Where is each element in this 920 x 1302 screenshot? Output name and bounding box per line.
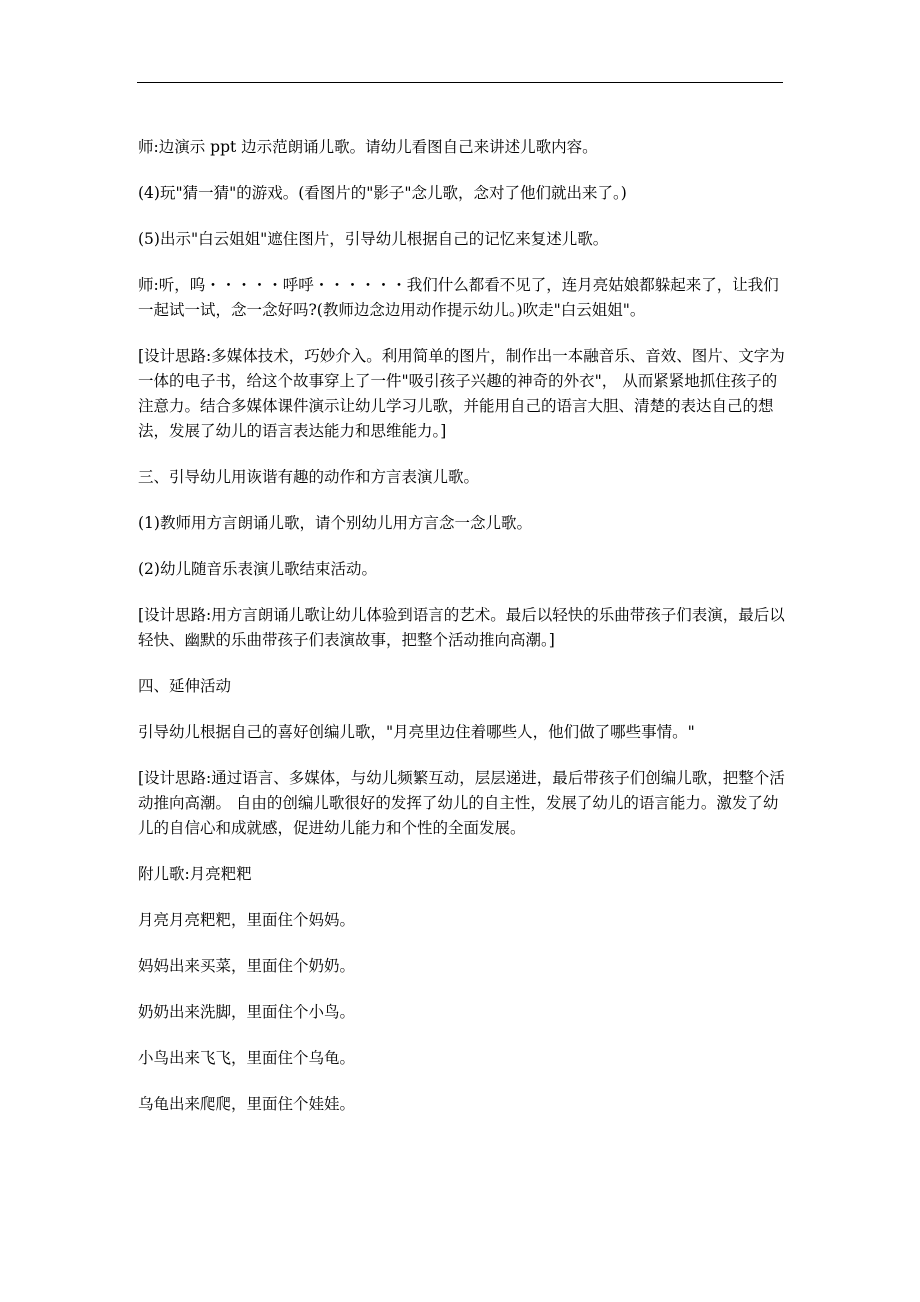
paragraph-design-idea-3: [设计思路:通过语言、多媒体，与幼儿频繁互动，层层递进，最后带孩子们创编儿歌，把整个活动推向高潮。 自由的创编儿歌很好的发挥了幼儿的自主性，发展了幼儿的语言能力。激发了幼儿的自信心和成就感，促进幼儿能力和个性的全面发展。 <box>138 769 785 837</box>
rhyme-line: 月亮月亮粑粑，里面住个妈妈。 <box>138 911 356 929</box>
rhyme-line: 乌龟出来爬爬，里面住个娃娃。 <box>138 1095 356 1113</box>
paragraph-white-cloud: (5)出示"白云姐姐"遮住图片，引导幼儿根据自己的记忆来复述儿歌。 <box>138 230 609 248</box>
section-heading-three: 三、引导幼儿用诙谐有趣的动作和方言表演儿歌。 <box>138 468 480 486</box>
paragraph-music-perform: (2)幼儿随音乐表演儿歌结束活动。 <box>138 560 377 578</box>
document-body <box>138 135 786 1138</box>
paragraph-teacher-demo: 师:边演示 ppt 边示范朗诵儿歌。请幼儿看图自己来讲述儿歌内容。 <box>138 138 598 156</box>
rhyme-line: 小鸟出来飞飞，里面住个乌龟。 <box>138 1049 356 1067</box>
paragraph-teacher-listen: 师:听，呜・・・・・呼呼・・・・・・我们什么都看不见了，连月亮姑娘都躲起来了，让我们一起试一试，念一念好吗?(教师边念边用动作提示幼儿。)吹走"白云姐姐"。 <box>138 276 779 319</box>
rhyme-line: 奶奶出来洗脚，里面住个小鸟。 <box>138 1003 356 1021</box>
paragraph-dialect-recite: (1)教师用方言朗诵儿歌，请个别幼儿用方言念一念儿歌。 <box>138 514 532 532</box>
section-heading-four: 四、延伸活动 <box>138 677 232 695</box>
paragraph-extension: 引导幼儿根据自己的喜好创编儿歌，"月亮里边住着哪些人，他们做了哪些事情。" <box>138 723 695 741</box>
rhyme-title: 附儿歌:月亮粑粑 <box>138 865 252 883</box>
rhyme-line: 妈妈出来买菜，里面住个奶奶。 <box>138 957 356 975</box>
paragraph-design-idea-2: [设计思路:用方言朗诵儿歌让幼儿体验到语言的艺术。最后以轻快的乐曲带孩子们表演，最后以轻快、幽默的乐曲带孩子们表演故事，把整个活动推向高潮。] <box>138 606 785 649</box>
header-rule <box>137 82 783 83</box>
paragraph-design-idea-1: [设计思路:多媒体技术，巧妙介入。利用简单的图片，制作出一本融音乐、音效、图片、文字为一体的电子书，给这个故事穿上了一件"吸引孩子兴趣的神奇的外衣"， 从而紧紧地抓住孩子的注意力。结合多媒体课件演示让幼儿学习儿歌，并能用自己的语言大胆、清楚的表达自己的想法，发展了幼儿的语言表达能力和思维能力。] <box>138 347 785 440</box>
paragraph-guess-game: (4)玩"猜一猜"的游戏。(看图片的"影子"念儿歌，念对了他们就出来了。) <box>138 184 627 202</box>
